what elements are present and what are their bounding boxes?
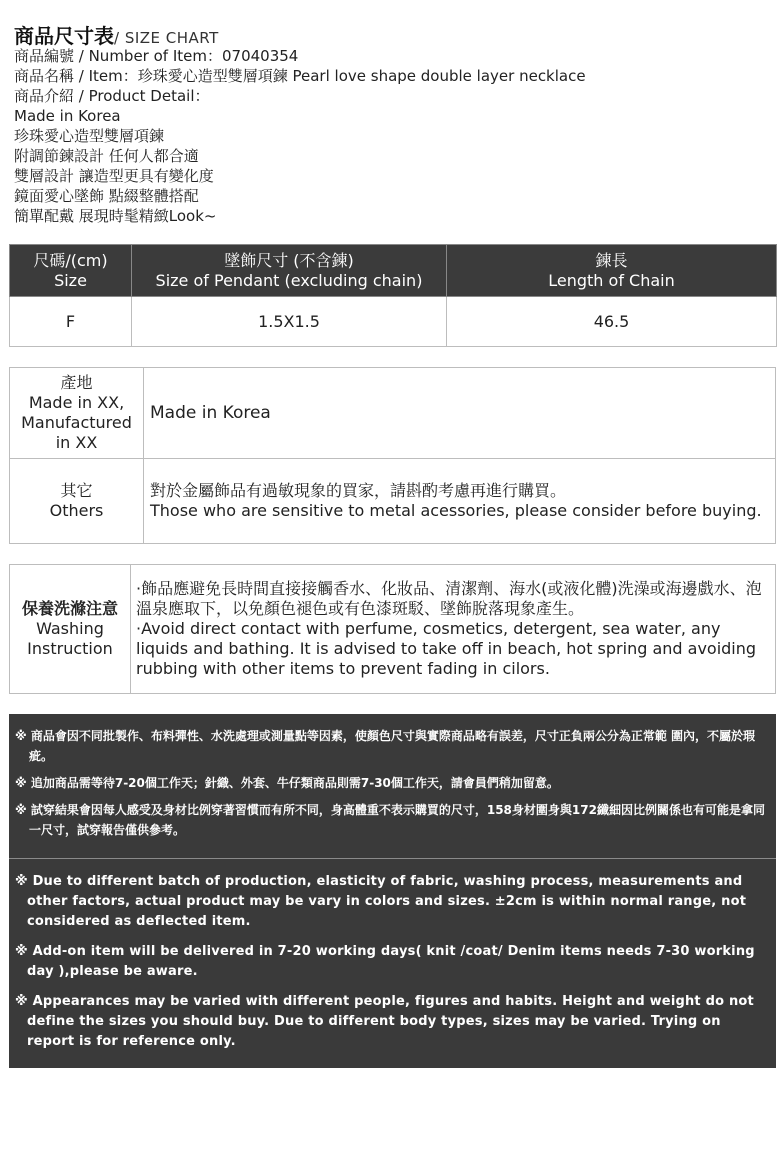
others-value-zh: 對於金屬飾品有過敏現象的買家，請斟酌考慮再進行購買。 [150,481,567,500]
others-value [144,459,776,544]
origin-row [10,368,776,459]
size-table-header-row [10,245,777,297]
chain-length-cell: 46.5 [447,297,777,347]
note-zh-item: ※ 試穿結果會因每人感受及身材比例穿著習慣而有所不同，身高體重不表示購買的尺寸，158身材圍身與172纖細因比例關係也有可能是拿同一尺寸，試穿報告僅供參考。 [15,803,765,837]
notes-zh-section [9,714,776,859]
origin-others-table [9,367,776,544]
product-detail-line: 附調節鍊設計 任何人都合適 [14,147,199,165]
table-row [10,297,777,347]
origin-label-en: Manufactured [21,413,132,432]
header-en: Length of Chain [548,270,675,290]
note-en-item: ※ Add-on item will be delivered in 7-20 working days( knit /coat/ Denim items needs 7-30 working day ),please be aware. [15,944,755,979]
washing-row [10,565,776,694]
note-zh-item: ※ 追加商品需等待7-20個工作天；針織、外套、牛仔類商品則需7-30個工作天，請會員們稍加留意。 [15,776,559,790]
washing-label-en: Instruction [27,639,113,658]
origin-label-zh: 產地 [60,373,93,392]
header-en: Size of Pendant (excluding chain) [155,270,423,290]
others-label-en: Others [49,501,104,520]
washing-table [9,564,776,694]
product-detail-line: 雙層設計 讓造型更具有變化度 [14,167,214,185]
notes-panel [9,714,776,1068]
header-en: Size [54,270,87,290]
header-zh: 尺碼/(cm) [33,250,108,270]
washing-value [131,565,776,694]
washing-label [10,565,131,694]
header-zh: 鍊長 [595,250,628,270]
product-detail-line: Made in Korea [14,107,121,125]
others-row [10,459,776,544]
note-zh-item: ※ 商品會因不同批製作、布料彈性、水洗處理或測量點等因素，使顏色尺寸與實際商品略有誤差，尺寸正負兩公分為正常範 圍內，不屬於瑕疵。 [15,729,756,763]
size-table [9,244,777,347]
note-en-item: ※ Appearances may be varied with different people, figures and habits. Height and weight do not define the sizes you should buy. Due to different body types, sizes may be varied. Trying on report is for reference only. [15,994,754,1049]
page-title [14,20,586,46]
washing-label-zh: 保養洗滌注意 [21,599,118,618]
header-zh: 墜飾尺寸 (不含鍊) [224,250,354,270]
chain-length-column-header [447,245,777,297]
size-column-header [10,245,132,297]
pendant-size-cell: 1.5X1.5 [132,297,447,347]
page-title-en: / SIZE CHART [114,29,219,47]
product-detail-line: 珍珠愛心造型雙層項鍊 [14,127,165,145]
item-name: 商品名稱 / Item：珍珠愛心造型雙層項鍊 Pearl love shape double layer necklace [14,67,586,85]
origin-label [10,368,144,459]
pendant-size-column-header [132,245,447,297]
note-en-item: ※ Due to different batch of production, elasticity of fabric, washing process, measurements and other factors, actual product may be vary in colors and sizes. ±2cm is within normal range, not considered as deflected item. [15,874,747,929]
size-cell: F [10,297,132,347]
product-header [14,20,586,226]
others-label-zh: 其它 [60,481,93,500]
origin-value-text: Made in Korea [150,403,271,423]
washing-text-en: ·Avoid direct contact with perfume, cosmetics, detergent, sea water, any liquids and bathing. It is advised to take off in beach, hot spring and avoiding rubbing with other items to prevent fading in cilors. [136,619,757,678]
origin-label-en: Made in XX, [28,393,125,412]
washing-text-zh: ·飾品應避免長時間直接接觸香水、化妝品、清潔劑、海水(或液化體)洗澡或海邊戲水、泡溫泉應取下，以免顏色褪色或有色漆斑駁、墜飾脫落現象產生。 [136,579,762,618]
page-title-zh: 商品尺寸表 [14,24,114,48]
product-detail-line: 簡單配戴 展現時髦精緻Look~ [14,207,217,225]
others-label [10,459,144,544]
origin-value [144,368,776,459]
item-number: 商品編號 / Number of Item：07040354 [14,47,299,65]
product-detail-label: 商品介紹 / Product Detail： [14,87,210,105]
others-value-en: Those who are sensitive to metal acessories, please consider before buying. [150,501,762,520]
product-detail-line: 鏡面愛心墜飾 點綴整體搭配 [14,187,199,205]
notes-en-section [9,860,776,1062]
origin-label-en: in XX [55,433,98,452]
washing-label-en: Washing [36,619,104,638]
